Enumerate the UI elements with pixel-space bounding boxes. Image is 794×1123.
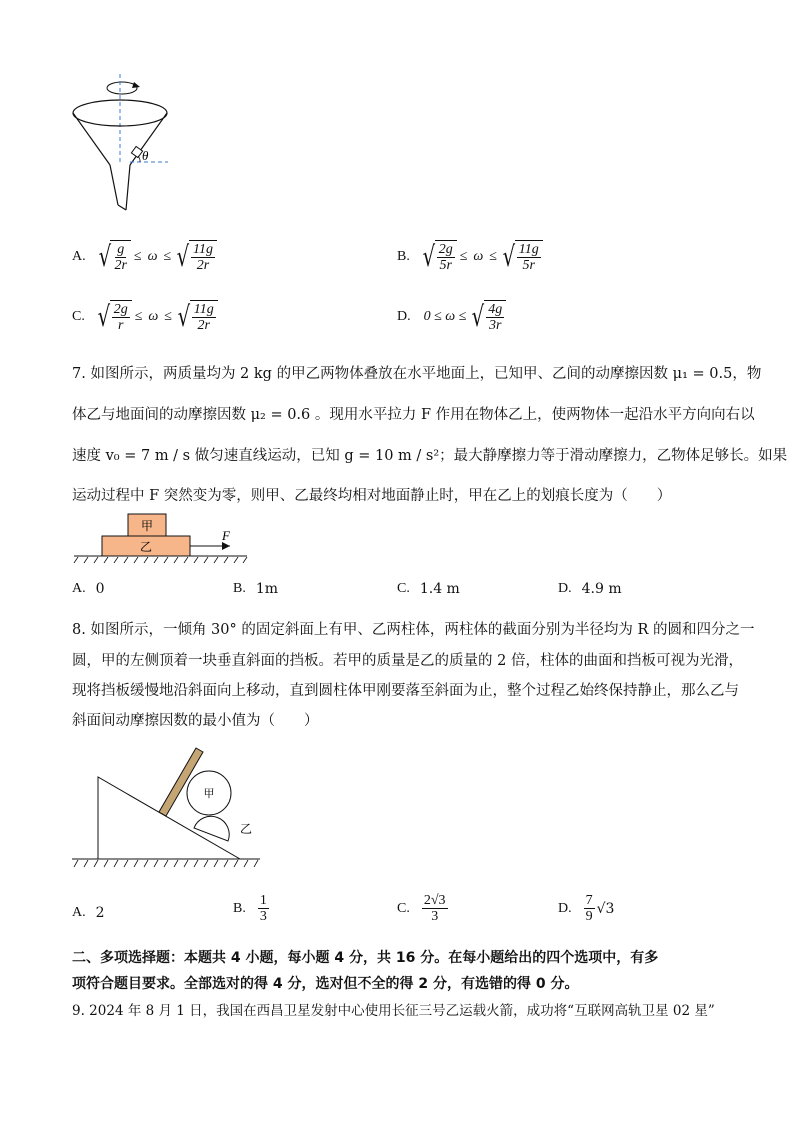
circle-jia-label: 甲 xyxy=(203,787,215,800)
q8-option-b[interactable]: B. $\frac{1}{3}$ xyxy=(233,893,267,924)
q6-option-b[interactable]: B. √ $\frac{2g}{5r}$ ≤ ω ≤ √ $\frac{11g}{5r}$ xyxy=(397,240,543,274)
q8-text-line-4: 斜面间动摩擦因数的最小值为（ ） xyxy=(72,713,319,729)
q6-option-d[interactable]: D. 0 ≤ ω ≤ √ $\frac{4g}{3r}$ xyxy=(397,300,506,334)
q7-text-line-2: 体乙与地面间的动摩擦因数 μ₂ = 0.6 。现用水平拉力 F 作用在物体乙上，使两物体一起沿水平方向向右以 xyxy=(72,407,755,423)
q8-option-a[interactable]: A. 2 xyxy=(72,905,105,921)
q7-option-c[interactable]: C. 1.4 m xyxy=(397,581,460,597)
block-jia-label: 甲 xyxy=(140,519,154,533)
q7-option-a[interactable]: A. 0 xyxy=(72,581,105,597)
funnel-figure xyxy=(60,70,190,220)
q7-option-d[interactable]: D. 4.9 m xyxy=(558,581,622,597)
section-2-heading-line-1: 二、多项选择题：本题共 4 小题，每小题 4 分，共 16 分。在每小题给出的四个选项中，有多 xyxy=(72,950,659,966)
q8-option-d[interactable]: D. $\frac{7}{9}$ √3 xyxy=(558,893,615,924)
q6-option-a[interactable]: A. √ $\frac{g}{2r}$ ≤ ω ≤ √ $\frac{11g}{2r}$ xyxy=(72,240,217,274)
q8-text-line-1: 8. 如图所示，一倾角 30° 的固定斜面上有甲、乙两柱体，两柱体的截面分别为半径均为 R 的圆和四分之一 xyxy=(72,622,755,638)
block-yi-label: 乙 xyxy=(139,540,153,554)
force-label: F xyxy=(222,528,230,543)
sqrt-left: √ $\frac{2g}{r}$ xyxy=(95,300,132,334)
q9-text-line-1: 9. 2024 年 8 月 1 日，我国在西昌卫星发射中心使用长征三号乙运载火箭，成功将“互联网高轨卫星 02 星” xyxy=(72,1003,715,1019)
quarter-yi-label: 乙 xyxy=(240,822,253,836)
theta-label: θ xyxy=(142,148,149,163)
q7-text-line-1: 7. 如图所示，两质量均为 2 kg 的甲乙两物体叠放在水平地面上，已知甲、乙间的动摩擦因数 μ₁ = 0.5，物 xyxy=(72,366,762,382)
q7-text-line-3: 速度 v₀ = 7 m / s 做匀速直线运动，已知 g = 10 m / s²；最大静摩擦力等于滑动摩擦力，乙物体足够长。如果 xyxy=(72,448,788,464)
sqrt-right: √ $\frac{11g}{2r}$ xyxy=(174,240,217,274)
q8-text-line-2: 圆，甲的左侧顶着一块垂直斜面的挡板。若甲的质量是乙的质量的 2 倍，柱体的曲面和挡板可视为光滑， xyxy=(72,653,743,669)
sqrt-left: √ $\frac{g}{2r}$ xyxy=(96,240,131,274)
sqrt-right: √ $\frac{11g}{5r}$ xyxy=(500,240,543,274)
sqrt-right: √ $\frac{11g}{2r}$ xyxy=(175,300,218,334)
blocks-figure xyxy=(72,510,262,566)
incline-figure xyxy=(70,745,270,873)
q8-text-line-3: 现将挡板缓慢地沿斜面向上移动，直到圆柱体甲刚要落至斜面为止，整个过程乙始终保持静止，那么乙与 xyxy=(72,683,739,699)
section-2-heading-line-2: 项符合题目要求。全部选对的得 4 分，选对但不全的得 2 分，有选错的得 0 分。 xyxy=(72,976,579,992)
q7-option-b[interactable]: B. 1m xyxy=(233,581,279,597)
sqrt-left: √ $\frac{2g}{5r}$ xyxy=(420,240,457,274)
sqrt-right: √ $\frac{4g}{3r}$ xyxy=(469,300,506,334)
q7-text-line-4: 运动过程中 F 突然变为零，则甲、乙最终均相对地面静止时，甲在乙上的划痕长度为（ ） xyxy=(72,488,672,504)
q6-option-c[interactable]: C. √ $\frac{2g}{r}$ ≤ ω ≤ √ $\frac{11g}{2r}$ xyxy=(72,300,218,334)
q8-option-c[interactable]: C. $\frac{2√3}{3}$ xyxy=(397,893,446,924)
